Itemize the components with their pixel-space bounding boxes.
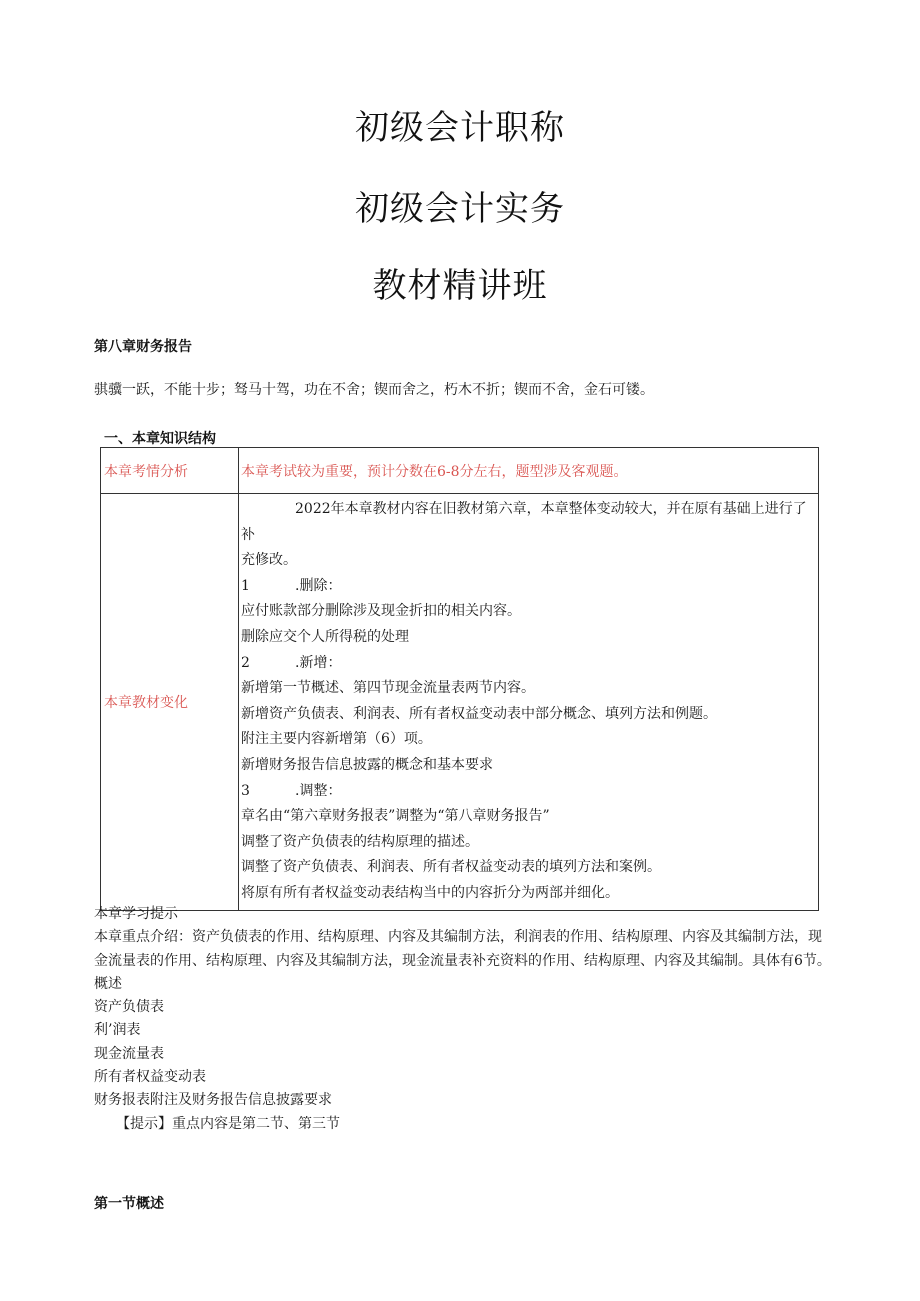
section-heading: 第一节概述 xyxy=(94,1196,164,1212)
section1-heading: 一、本章知识结构 xyxy=(104,431,216,447)
change-line: 2022年本章教材内容在旧教材第六章，本章整体变动较大，并在原有基础上进行了补 xyxy=(241,501,807,543)
change-line: 应付账款部分删除涉及现金折扣的相关内容。 xyxy=(241,603,521,620)
study-notes xyxy=(94,903,834,1136)
chapter-heading: 第八章财务报告 xyxy=(94,339,192,355)
row1-value: 本章考试较为重要，预计分数在6-8分左右，题型涉及客观题。 xyxy=(239,448,819,494)
change-line: 将原有所有者权益变动表结构当中的内容折分为两部并细化。 xyxy=(241,884,619,901)
change-line: 附注主要内容新增第（6）项。 xyxy=(241,731,432,748)
row2-label: 本章教材变化 xyxy=(101,494,239,911)
table-row xyxy=(101,494,819,911)
section-list-item: 现金流量表 xyxy=(94,1045,164,1062)
change-line: 调整了资产负债表的结构原理的描述。 xyxy=(241,833,479,850)
tip-note: 【提示】重点内容是第二节、第三节 xyxy=(116,1115,340,1132)
change-line: 删除应交个人所得税的处理 xyxy=(241,628,409,645)
section-list-item: 利’润表 xyxy=(94,1022,141,1039)
title-line-2: 初级会计实务 xyxy=(355,189,565,229)
section-list-item: 财务报表附注及财务报告信息披露要求 xyxy=(94,1092,332,1109)
change-line: 3 .调整： xyxy=(241,782,342,799)
motto: 骐骥一跃，不能十步；驽马十驾，功在不舍；锲而舍之，朽木不折；锲而不舍，金石可镂。 xyxy=(94,382,654,398)
change-line: 新增财务报告信息披露的概念和基本要求 xyxy=(241,756,493,773)
table-row xyxy=(101,448,819,494)
section-list-item: 所有者权益变动表 xyxy=(94,1069,206,1086)
change-line: 充修改。 xyxy=(241,552,297,569)
change-line: 新增资产负债表、利润表、所有者权益变动表中部分概念、填列方法和例题。 xyxy=(241,705,717,722)
title-line-3: 教材精讲班 xyxy=(372,266,548,306)
row1-label: 本章考情分析 xyxy=(101,448,239,494)
change-line: 1 .删除： xyxy=(241,577,342,594)
change-line: 新增第一节概述、第四节现金流量表两节内容。 xyxy=(241,680,535,697)
change-line: 章名由“第六章财务报表”调整为“第八章财务报告” xyxy=(241,808,550,825)
row2-value xyxy=(239,494,819,911)
section-list-item: 概述 xyxy=(94,975,122,992)
change-line: 2 .新增： xyxy=(241,654,342,671)
title-line-1: 初级会计职称 xyxy=(355,108,565,148)
study-tip-title: 本章学习提示 xyxy=(94,906,178,922)
section-list-item: 资产负债表 xyxy=(94,999,164,1016)
knowledge-structure-table xyxy=(100,447,819,911)
change-line: 调整了资产负债表、利润表、所有者权益变动表的填列方法和案例。 xyxy=(241,859,661,876)
study-tip-body: 本章重点介绍：资产负债表的作用、结构原理、内容及其编制方法，利润表的作用、结构原理、内容及其编制方法，现金流量表的作用、结构原理、内容及其编制方法，现金流量表补充资料的作用、结构原理、内容及其编制。具体有6节。 xyxy=(94,929,831,969)
